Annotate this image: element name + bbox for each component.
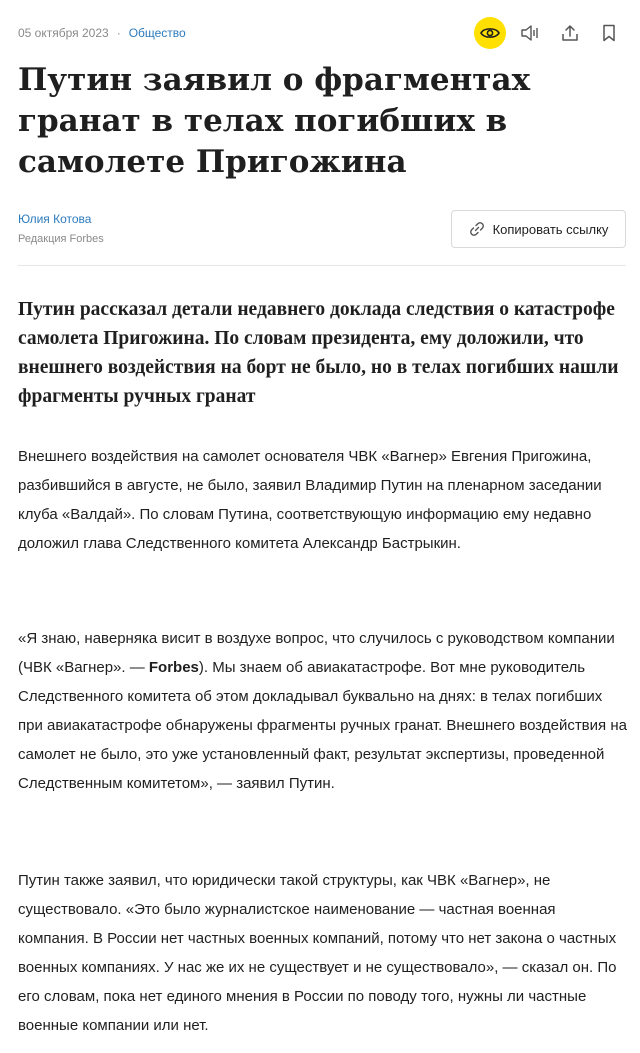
copy-link-label: Копировать ссылку: [492, 221, 609, 237]
bookmark-icon: [602, 24, 616, 42]
bookmark-button[interactable]: [593, 17, 625, 49]
article-meta: [18, 26, 186, 40]
rubric-link[interactable]: Общество: [128, 26, 186, 40]
quote-text-end: ). Мы знаем об авиакатастрофе. Вот мне руководитель Следственного комитета об этом докладывал буквально на днях: в телах погибших при авиакатастрофе обнаружены фрагменты ручных гранат. Внешнего воздействия на самолет не было, это уже установленный факт, результат экспертизы, проведенной Следственным комитетом», — заявил Путин.: [18, 659, 627, 792]
header-divider: [18, 265, 626, 266]
publish-date: 05 октября 2023: [18, 26, 109, 40]
article-title: Путин заявил о фрагментах гранат в телах погибших в самолете Пригожина: [18, 62, 531, 180]
link-icon: [469, 221, 485, 237]
author-link[interactable]: Юлия Котова: [18, 212, 92, 226]
listen-button[interactable]: [514, 17, 546, 49]
share-icon: [561, 24, 579, 42]
article-paragraph-1: Внешнего воздействия на самолет основателя ЧВК «Вагнер» Евгения Пригожина, разбившийся в августе, не было, заявил Владимир Путин на пленарном заседании клуба «Валдай». По словам Путина, соответствующую информацию ему недавно доложил глава Следственного комитета Александр Бастрыкин.: [18, 448, 602, 552]
copy-link-button[interactable]: [451, 210, 626, 248]
forbes-mention: Forbes: [148, 659, 199, 676]
article-paragraph-3: Путин также заявил, что юридически такой структуры, как ЧВК «Вагнер», не существовало. «Это было журналистское наименование — частная военная компания. В России нет частных военных компаний, потому что нет закона о частных военных компаниях. У нас же их не существует и не существовало», — сказал он. По его словам, пока нет единого мнения в России по поводу того, нужны ли частные военные компании или нет.: [18, 872, 617, 1034]
reading-mode-button[interactable]: [474, 17, 506, 49]
meta-separator: ·: [116, 26, 121, 40]
article-lead: Путин рассказал детали недавнего доклада следствия о катастрофе самолета Пригожина. По словам президента, ему доложили, что внешнего воздействия на борт не было, но в телах погибших нашли фрагменты ручных гранат: [18, 299, 619, 407]
share-button[interactable]: [554, 17, 586, 49]
editorial-label: Редакция Forbes: [18, 233, 104, 245]
audio-icon: [520, 24, 540, 42]
article-paragraph-2: [18, 624, 628, 798]
quote-text-start: «Я знаю, наверняка висит в воздухе вопрос, что случилось с руководством компании (ЧВК «Вагнер». —: [18, 630, 615, 676]
article-topbar: [0, 0, 640, 66]
eye-icon: [480, 26, 500, 40]
